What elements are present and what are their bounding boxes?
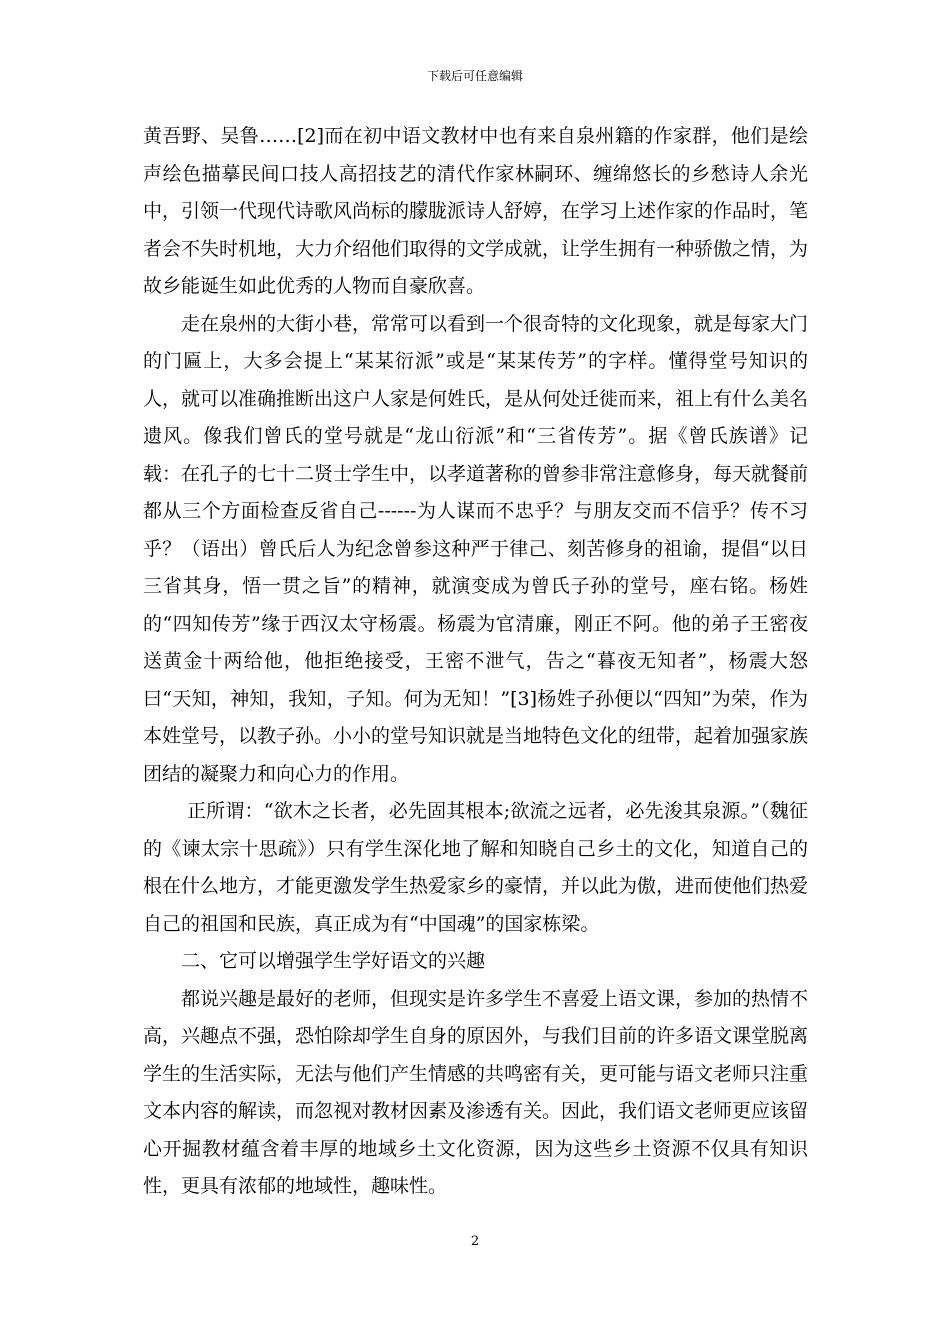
document-body [143,118,808,1206]
paragraph-interest: 都说兴趣是最好的老师，但现实是许多学生不喜爱上语文课，参加的热情不高，兴趣点不强，恐怕除却学生自身的原因外，与我们目前的许多语文课堂脱离学生的生活实际，无法与他们产生情感的共鸣密有关，更可能与语文老师只注重文本内容的解读，而忽视对教材因素及渗透有关。因此，我们语文老师更应该留心开掘教材蕴含着丰厚的地域乡土文化资源，因为这些乡土资源不仅具有知识性，更具有浓郁的地域性，趣味性。 [143,987,809,1197]
paragraph-hall-names: 走在泉州的大街小巷，常常可以看到一个很奇特的文化现象，就是每家大门的门匾上，大多会提上“某某衍派”或是“某某传芳”的字样。懂得堂号知识的人，就可以准确推断出这户人家是何姓氏，是从何处迁徙而来，祖上有什么美名遗风。像我们曾氏的堂号就是“龙山衍派”和“三省传芳”。据《曾氏族谱》记载：在孔子的七十二贤士学生中，以孝道著称的曾参非常注意修身，每天就餐前都从三个方面检查反省自己------为人谋而不忠乎？与朋友交而不信乎？传不习乎？（语出）曾氏后人为纪念曾参这种严于律己、刻苦修身的祖谕，提倡“以日三省其身，悟一贯之旨”的精神，就演变成为曾氏子孙的堂号，座右铭。杨姓的“四知传芳”缘于西汉太守杨震。杨震为官清廉，刚正不阿。他的弟子王密夜送黄金十两给他，他拒绝接受，王密不泄气，告之“暮夜无知者”，杨震大怒曰“天知，神知，我知，子知。何为无知！”[3]杨姓子孙便以“四知”为荣，作为本姓堂号，以教子孙。小小的堂号知识就是当地特色文化的纽带，起着加强家族团结的凝聚力和向心力的作用。 [143,312,809,785]
page-header: 下载后可任意编辑 [426,69,523,83]
paragraph-quote: 正所谓：“欲木之长者，必先固其根本;欲流之远者，必先浚其泉源。”（魏征的《谏太宗十思疏》）只有学生深化地了解和知晓自己乡土的文化，知道自己的根在什么地方，才能更激发学生热爱家乡的豪情，并以此为傲，进而使他们热爱自己的祖国和民族，真正成为有“中国魂”的国家栋梁。 [143,800,809,935]
section-heading: 二、它可以增强学生学好语文的兴趣 [181,950,486,972]
paragraph-continued: 黄吾野、吴鲁……[2]而在初中语文教材中也有来自泉州籍的作家群，他们是绘声绘色描摹民间口技人高招技艺的清代作家林嗣环、缠绵悠长的乡愁诗人余光中，引领一代现代诗歌风尚标的朦胧派诗人舒婷，在学习上述作家的作品时，笔者会不失时机地，大力介绍他们取得的文学成就，让学生拥有一种骄傲之情，为故乡能诞生如此优秀的人物而自豪欣喜。 [143,125,809,297]
page-number: 2 [470,1234,480,1249]
